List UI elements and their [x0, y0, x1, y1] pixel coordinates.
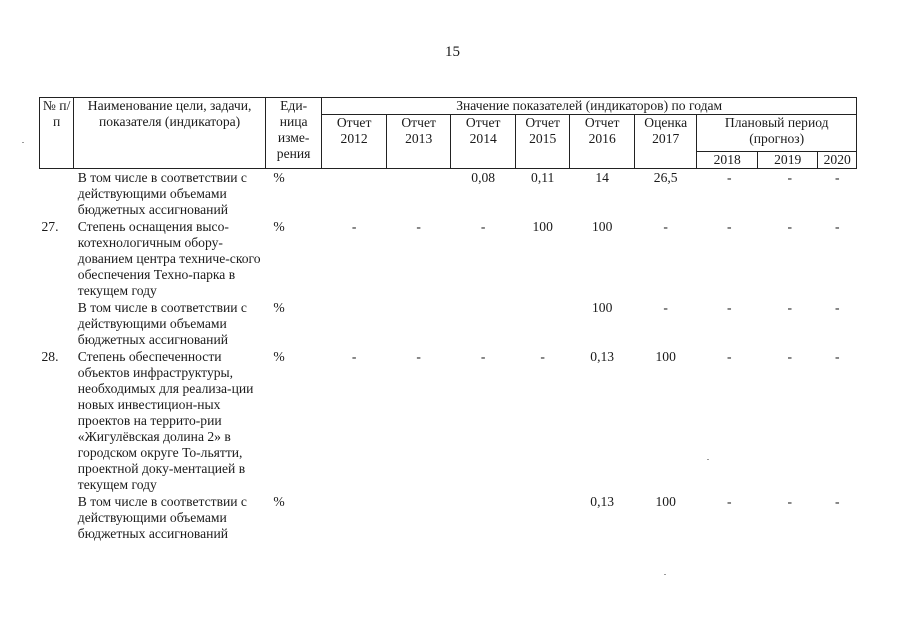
row-unit: % [273, 300, 285, 315]
header-plan-year-2019: 2019 [757, 152, 818, 169]
value-2016: 0,13 [590, 494, 615, 509]
row-number [40, 299, 74, 348]
header-unit: Еди-ница изме-рения [265, 98, 321, 169]
value-2019: - [787, 219, 792, 234]
value-2015: 0,11 [531, 170, 555, 185]
scan-speck [664, 574, 666, 575]
value-2019: - [787, 349, 792, 364]
row-unit: % [273, 219, 285, 234]
table-row [40, 169, 857, 219]
value-2020: - [834, 494, 840, 509]
value-2014: - [480, 219, 486, 234]
value-2019: - [787, 300, 792, 315]
value-2019: - [787, 170, 792, 185]
value-2015: 100 [532, 219, 553, 234]
value-2015 [515, 299, 569, 348]
value-2014 [451, 299, 516, 348]
value-2014: - [480, 349, 486, 364]
row-unit: % [273, 170, 285, 185]
value-2017: 100 [655, 494, 676, 509]
value-2017: 100 [655, 349, 676, 364]
value-2014: 0,08 [471, 170, 496, 185]
value-2017: - [663, 300, 668, 315]
header-name: Наименование цели, задачи, показателя (индикатора) [74, 98, 266, 169]
value-2020: - [834, 219, 840, 234]
value-2019: - [787, 494, 792, 509]
value-2013 [386, 493, 451, 542]
row-unit: % [273, 349, 285, 364]
scan-speck [22, 142, 24, 143]
row-unit: % [273, 494, 285, 509]
value-2014 [451, 493, 516, 542]
value-2018: - [726, 219, 732, 234]
row-name: Степень обеспеченности объектов инфраструктуры, необходимых для реализа-ции новых инвестицион-ных проектов на террито-рии «Жигулёвская долина 2» в городском округе То-льятти, проектной доку-ментацией в текущем году [77, 349, 254, 492]
value-2017: 26,5 [653, 170, 678, 185]
header-plan-year-2018: 2018 [697, 152, 758, 169]
value-2017: - [663, 219, 668, 234]
header-plan-period: Плановый период (прогноз) [697, 115, 857, 152]
header-year-2017: Оценка 2017 [634, 115, 697, 169]
table-row [40, 348, 857, 493]
value-2012: - [351, 219, 357, 234]
table-row [40, 218, 857, 299]
value-2013: - [416, 219, 421, 234]
value-2018: - [726, 300, 732, 315]
row-number: 27. [41, 219, 59, 234]
value-2012: - [351, 349, 357, 364]
value-2020: - [834, 349, 840, 364]
row-name: В том числе в соответствии с действующими объемами бюджетных ассигнований [77, 494, 247, 541]
value-2013 [386, 169, 451, 219]
row-number [40, 169, 74, 219]
indicators-table [39, 97, 857, 542]
value-2016: 100 [591, 300, 613, 315]
row-name: В том числе в соответствии с действующими объемами бюджетных ассигнований [77, 170, 247, 217]
value-2018: - [726, 349, 732, 364]
value-2012 [322, 493, 387, 542]
header-year-2012: Отчет 2012 [322, 115, 387, 169]
row-name: Степень оснащения высо-котехнологичным обору-дованием центра техниче-ского обеспечения Техно-парка в текущем году [77, 219, 261, 298]
value-2018: - [726, 170, 732, 185]
value-2013 [386, 299, 451, 348]
value-2016: 100 [591, 219, 613, 234]
table-row [40, 493, 857, 542]
value-2012 [322, 169, 387, 219]
value-2015 [515, 493, 569, 542]
header-year-2013: Отчет 2013 [386, 115, 451, 169]
value-2015: - [540, 349, 545, 364]
table-row [40, 299, 857, 348]
header-year-2015: Отчет 2015 [515, 115, 569, 169]
header-year-2016: Отчет 2016 [570, 115, 635, 169]
value-2016: 0,13 [590, 349, 615, 364]
header-plan-year-2020: 2020 [818, 152, 857, 169]
header-year-2014: Отчет 2014 [451, 115, 516, 169]
page-number: 15 [445, 44, 460, 60]
value-2020: - [834, 170, 840, 185]
row-name: В том числе в соответствии с действующими объемами бюджетных ассигнований [77, 300, 247, 347]
header-values-group: Значение показателей (индикаторов) по годам [322, 98, 857, 115]
value-2018: - [726, 494, 732, 509]
header-number: № п/п [40, 98, 74, 169]
value-2013: - [416, 349, 421, 364]
value-2012 [322, 299, 387, 348]
value-2020: - [834, 300, 840, 315]
value-2016: 14 [595, 170, 609, 185]
row-number: 28. [41, 349, 59, 364]
row-number [40, 493, 74, 542]
